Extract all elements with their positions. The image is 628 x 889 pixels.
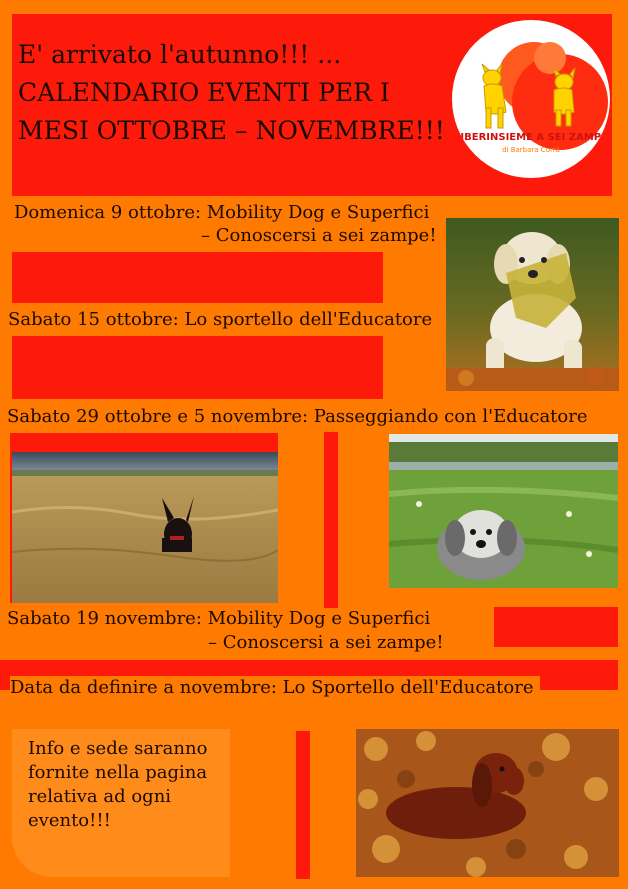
golden-retriever-puppy-with-leaf-photo — [446, 218, 619, 391]
logo-subtitle: di Barbara Corrà — [502, 146, 560, 154]
page-title — [18, 36, 445, 150]
logo — [452, 20, 610, 178]
info-line: relativa ad ogni — [28, 786, 172, 807]
info-line: Info e sede saranno — [28, 738, 208, 759]
red-pillar — [324, 432, 338, 608]
dog-in-dry-grass-field-photo — [12, 452, 278, 603]
red-bar — [12, 336, 383, 399]
dogs-logo-icon — [452, 20, 610, 178]
title-line: CALENDARIO EVENTI PER I — [18, 78, 390, 107]
logo-name: LIBERINSIEME A SEI ZAMPE — [454, 132, 608, 143]
title-line: MESI OTTOBRE – NOVEMBRE!!! — [18, 116, 445, 145]
event-4-line-1: Sabato 19 novembre: Mobility Dog e Superfici — [7, 608, 431, 629]
red-bar — [12, 252, 383, 303]
shaggy-dog-in-meadow-photo — [389, 434, 618, 588]
event-3-line-1: Sabato 29 ottobre e 5 novembre: Passeggiando con l'Educatore — [7, 406, 588, 427]
info-line: evento!!! — [28, 810, 111, 831]
setter-in-autumn-leaves-photo — [356, 729, 619, 877]
red-pillar — [296, 731, 310, 879]
event-4-line-2: – Conoscersi a sei zampe! — [208, 632, 444, 653]
title-line: E' arrivato l'autunno!!! ... — [18, 40, 342, 69]
info-text — [28, 737, 207, 833]
info-line: fornite nella pagina — [28, 762, 208, 783]
event-2-line-1: Sabato 15 ottobre: Lo sportello dell'Educatore — [8, 309, 433, 330]
event-5-line-1: Data da definire a novembre: Lo Sportello dell'Educatore — [10, 677, 534, 698]
event-1-line-2: – Conoscersi a sei zampe! — [201, 225, 437, 246]
event-1-line-1: Domenica 9 ottobre: Mobility Dog e Superfici — [14, 202, 430, 223]
red-bar — [494, 607, 618, 647]
